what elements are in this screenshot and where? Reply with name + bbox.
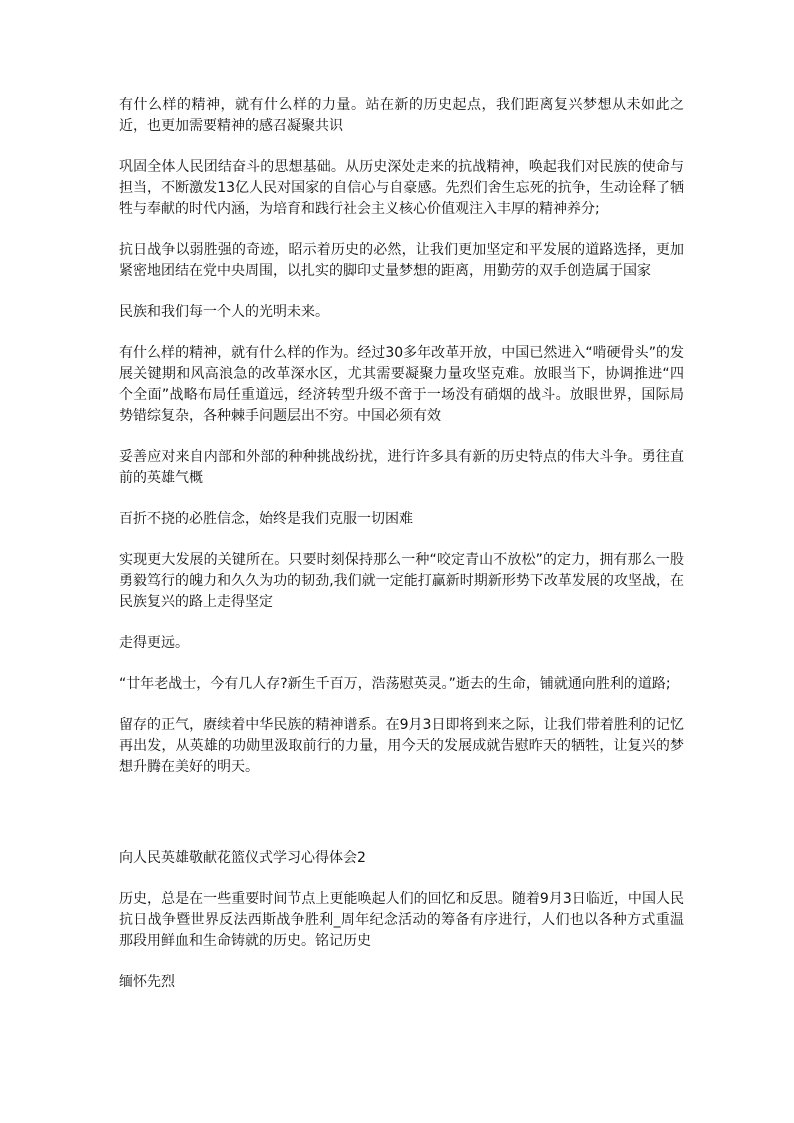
paragraph-4: 民族和我们每一个人的光明未来。	[119, 304, 329, 320]
paragraph-11: 留存的正气，赓续着中华民族的精神谱系。在9月3日即将到来之际，让我们带着胜利的记忆再出发，从英雄的功勋里汲取前行的力量，用今天的发展成就告慰昨天的牺牲，让复兴的梦想升腾在美好的明天。	[119, 717, 684, 775]
paragraph-3: 抗日战争以弱胜强的奇迹，昭示着历史的必然，让我们更加坚定和平发展的道路选择，更加紧密地团结在党中央周围，以扎实的脚印丈量梦想的距离，用勤劳的双手创造属于国家	[119, 242, 684, 279]
paragraph-9: 走得更远。	[119, 635, 189, 651]
section-paragraph-1: 历史，总是在一些重要时间节点上更能唤起人们的回忆和反思。随着9月3日临近，中国人民抗日战争暨世界反法西斯战争胜利_周年纪念活动的筹备有序进行，人们也以各种方式重温那段用鲜血和生命铸就的历史。铭记历史	[119, 891, 684, 949]
paragraph-6: 妥善应对来自内部和外部的种种挑战纷扰，进行许多具有新的历史特点的伟大斗争。勇往直前的英雄气概	[119, 449, 684, 486]
section-title: 向人民英雄敬献花篮仪式学习心得体会2	[119, 850, 366, 866]
paragraph-8: 实现更大发展的关键所在。只要时刻保持那么一种“咬定青山不放松”的定力，拥有那么一股勇毅笃行的魄力和久久为功的韧劲,我们就一定能打赢新时期新形势下改革发展的攻坚战，在民族复兴的路上走得坚定	[119, 552, 684, 610]
paragraph-1: 有什么样的精神，就有什么样的力量。站在新的历史起点，我们距离复兴梦想从未如此之近，也更加需要精神的感召凝聚共识	[119, 97, 684, 134]
paragraph-7: 百折不挠的必胜信念，始终是我们克服一切困难	[119, 511, 413, 527]
paragraph-5: 有什么样的精神，就有什么样的作为。经过30多年改革开放，中国已然进入“啃硬骨头”的发展关键期和风高浪急的改革深水区，尤其需要凝聚力量攻坚克难。放眼当下，协调推进“四个全面”战略布局任重道远，经济转型升级不啻于一场没有硝烟的战斗。放眼世界，国际局势错综复杂，各种棘手问题层出不穷。中国必须有效	[119, 345, 684, 424]
paragraph-2: 巩固全体人民团结奋斗的思想基础。从历史深处走来的抗战精神，唤起我们对民族的使命与担当，不断激发13亿人民对国家的自信心与自豪感。先烈们舍生忘死的抗争，生动诠释了牺牲与奉献的时代内涵，为培育和践行社会主义核心价值观注入丰厚的精神养分;	[119, 159, 684, 217]
section-paragraph-2: 缅怀先烈	[119, 974, 175, 990]
section-spacer	[119, 798, 684, 848]
document-page	[119, 95, 684, 1013]
paragraph-10: “廿年老战士，今有几人存?新生千百万，浩荡慰英灵。”逝去的生命，铺就通向胜利的道路;	[119, 676, 671, 692]
